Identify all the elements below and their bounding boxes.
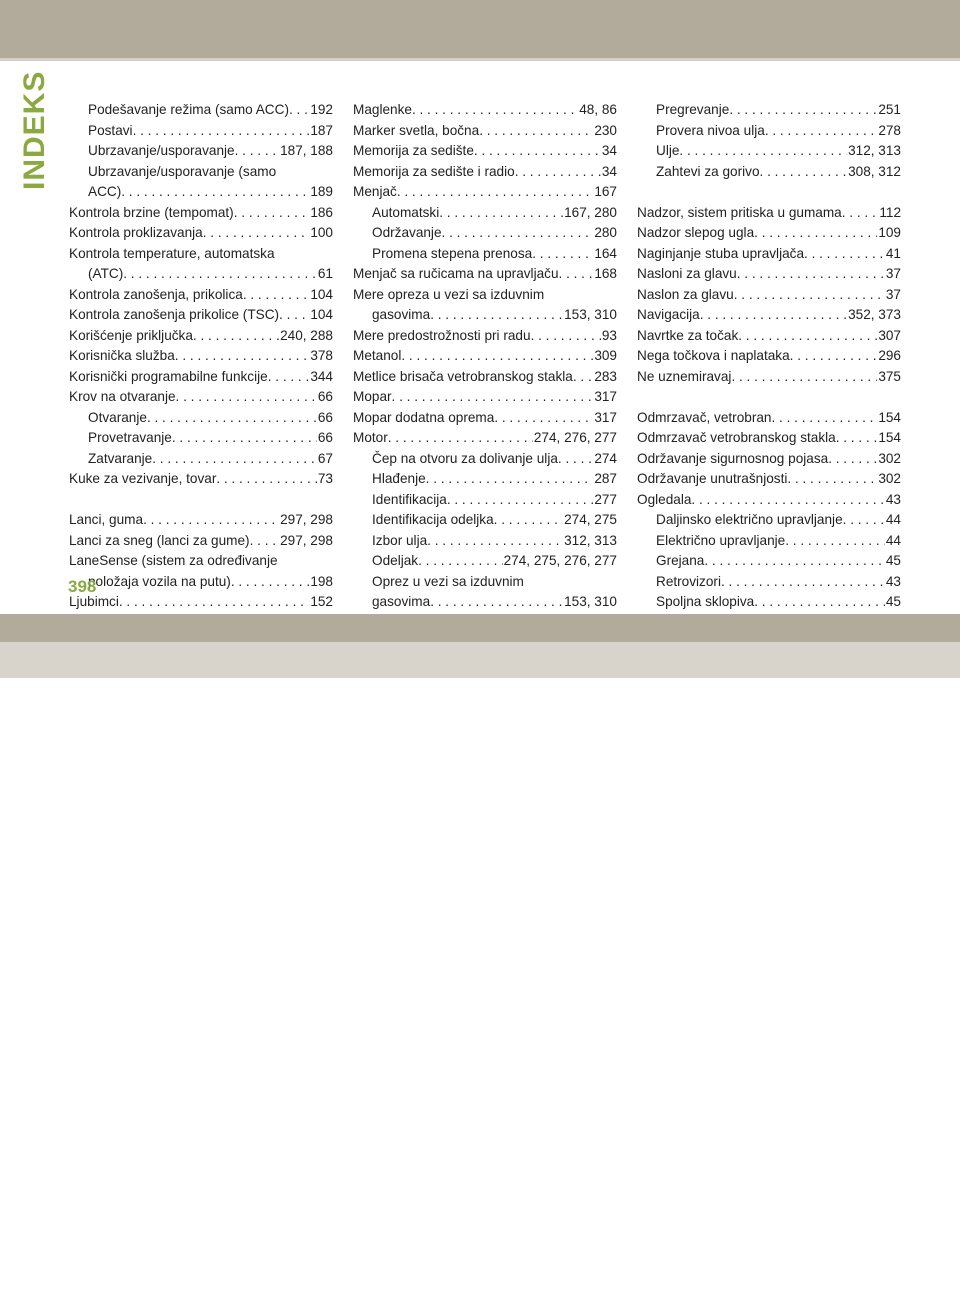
entry-pages: 187 [310, 122, 333, 138]
entry-term: Navrtke za točak [637, 327, 739, 343]
dot-leader [836, 428, 878, 449]
dot-leader [494, 408, 593, 429]
entry-pages: 198 [310, 573, 333, 589]
index-entry [637, 346, 901, 367]
entry-pages: 274, 275 [564, 512, 617, 527]
page-number: 398 [68, 577, 97, 596]
entry-pages: 296 [878, 348, 901, 363]
index-entry [69, 100, 333, 121]
dot-leader [721, 572, 885, 593]
dot-leader [559, 264, 594, 285]
index-entry [353, 121, 617, 142]
entry-pages: 240, 288 [280, 327, 333, 343]
index-entry [637, 285, 901, 306]
dot-leader [573, 367, 593, 388]
index-entry [353, 531, 617, 552]
dot-leader [765, 121, 878, 142]
index-entry [637, 490, 901, 511]
entry-term: Održavanje [372, 225, 442, 240]
entry-term: Naslon za glavu [637, 286, 734, 302]
index-entry [69, 182, 333, 203]
entry-pages: 230 [594, 122, 617, 138]
entry-pages: 302 [878, 471, 901, 486]
entry-pages: 44 [885, 532, 901, 548]
entry-term: Identifikacija odeljka [372, 512, 494, 527]
entry-pages: 307 [878, 327, 901, 343]
dot-leader [515, 162, 601, 183]
entry-pages: 189 [310, 184, 333, 199]
entry-pages: 45 [885, 594, 901, 609]
dot-leader [442, 223, 594, 244]
entry-pages: 302 [878, 450, 901, 466]
entry-pages: 37 [885, 286, 901, 302]
entry-term: Memorija za sedište i radio [353, 163, 515, 179]
entry-term: Korisnička služba [69, 348, 175, 363]
index-entry [69, 510, 333, 531]
entry-pages: 274 [594, 450, 617, 466]
dot-leader [250, 531, 279, 552]
index-entry [637, 121, 901, 142]
entry-term: Metlice brisača vetrobranskog stakla [353, 368, 573, 384]
index-entry [353, 244, 617, 265]
index-entry [69, 223, 333, 244]
index-entry [69, 408, 333, 429]
index-entry [69, 326, 333, 347]
dot-leader [175, 346, 310, 367]
entry-pages: 67 [317, 450, 333, 466]
entry-term: Memorija za sedište [353, 143, 474, 158]
dot-leader [193, 326, 279, 347]
index-entry [353, 449, 617, 470]
index-entry [69, 346, 333, 367]
entry-pages: 34 [601, 143, 617, 158]
dot-leader [700, 305, 847, 326]
index-entry [353, 408, 617, 429]
dot-leader [691, 490, 884, 511]
watermark: carmanualsonline.info [731, 1288, 946, 1313]
dot-leader [426, 469, 594, 490]
entry-term: Mopar [353, 389, 392, 404]
entry-pages: 48, 86 [579, 102, 617, 117]
dot-leader [279, 305, 309, 326]
entry-pages: 152 [310, 594, 333, 609]
entry-term: Daljinsko električno upravljanje [656, 512, 843, 527]
index-entry [353, 264, 617, 285]
index-entry [69, 162, 333, 183]
index-entry [69, 203, 333, 224]
index-entry [353, 203, 617, 224]
index-entry [353, 305, 617, 326]
dot-leader [216, 469, 317, 490]
entry-pages: 66 [317, 409, 333, 425]
dot-leader [494, 510, 563, 531]
entry-pages: 41 [885, 245, 901, 261]
entry-term: Oprez u vezi sa izduvnim [372, 573, 524, 589]
dot-leader [268, 367, 310, 388]
dot-leader [412, 100, 578, 121]
entry-term: Kuke za vezivanje, tovar [69, 471, 217, 486]
entry-pages: 308, 312 [848, 163, 901, 179]
dot-leader [430, 305, 563, 326]
index-entry [69, 141, 333, 162]
entry-term: Električno upravljanje [656, 532, 786, 548]
entry-term: Automatski [372, 204, 440, 220]
entry-term: Zatvaranje [88, 450, 153, 466]
entry-pages: 61 [317, 266, 333, 281]
entry-term: Otvaranje [88, 409, 147, 425]
index-entry [637, 408, 901, 429]
entry-pages: 297, 298 [280, 532, 333, 548]
index-entry [637, 141, 901, 162]
entry-pages: 278 [878, 122, 901, 138]
entry-term: Nasloni za glavu [637, 266, 737, 281]
index-entry [353, 428, 617, 449]
index-entry [637, 572, 901, 593]
entry-term: Odmrzavač, vetrobran [637, 409, 772, 425]
dot-leader [388, 428, 533, 449]
index-entry [69, 469, 333, 490]
entry-term: Motor [353, 430, 388, 445]
entry-term: Lanci, guma [69, 512, 144, 527]
index-entry [353, 551, 617, 572]
dot-leader [243, 285, 310, 306]
entry-term: položaja vozila na putu) [88, 573, 231, 589]
index-entry [637, 223, 901, 244]
entry-term: Promena stepena prenosa [372, 245, 533, 261]
dot-leader [447, 490, 594, 511]
index-entry [637, 305, 901, 326]
dot-leader [734, 285, 885, 306]
footer-band [0, 614, 960, 642]
entry-pages: 154 [878, 430, 901, 445]
dot-leader [439, 203, 563, 224]
entry-pages: 93 [601, 327, 617, 343]
dot-leader [152, 449, 317, 470]
index-entry [353, 572, 617, 593]
entry-term: gasovima [372, 594, 431, 609]
dot-leader [401, 346, 593, 367]
dot-leader [147, 408, 317, 429]
index-entry [69, 551, 333, 572]
entry-term: Podešavanje režima (samo ACC) [88, 102, 289, 117]
entry-term: Ogledala [637, 491, 692, 507]
entry-term: Korišćenje priključka [69, 327, 193, 343]
entry-pages: 274, 275, 276, 277 [503, 553, 617, 568]
index-entry [353, 162, 617, 183]
dot-leader [427, 531, 563, 552]
entry-pages: 317 [594, 409, 617, 425]
index-entry [353, 285, 617, 306]
dot-leader [754, 592, 885, 613]
entry-pages: 153, 310 [564, 307, 617, 322]
entry-pages: 167 [594, 184, 617, 199]
entry-pages: 277 [594, 491, 617, 507]
entry-term: gasovima [372, 307, 431, 322]
index-entry [637, 469, 901, 490]
entry-term: Nega točkova i naplataka [637, 348, 790, 363]
index-entry [353, 346, 617, 367]
index-entry [353, 469, 617, 490]
entry-term: LaneSense (sistem za određivanje [69, 553, 278, 568]
entry-term: Ubrzavanje/usporavanje [88, 143, 235, 158]
entry-term: Mere opreza u vezi sa izduvnim [353, 286, 545, 302]
dot-leader [737, 264, 885, 285]
dot-leader [842, 203, 879, 224]
entry-term: Krov na otvaranje [69, 389, 176, 404]
dot-leader [392, 387, 594, 408]
header-band-accent [0, 58, 960, 61]
entry-term: Retrovizori [656, 573, 721, 589]
entry-pages: 312, 313 [848, 143, 901, 158]
entry-pages: 309 [594, 348, 617, 363]
dot-leader [531, 326, 601, 347]
entry-gap [637, 182, 901, 203]
entry-pages: 66 [317, 430, 333, 445]
index-column-2 [353, 100, 617, 654]
dot-leader [558, 449, 593, 470]
index-entry [69, 531, 333, 552]
index-entry [637, 531, 901, 552]
entry-term: Održavanje sigurnosnog pojasa [637, 450, 829, 466]
header-band [0, 0, 960, 58]
entry-term: Navigacija [637, 307, 700, 322]
dot-leader [679, 141, 847, 162]
entry-pages: 352, 373 [848, 307, 901, 322]
entry-pages: 45 [885, 553, 901, 568]
entry-pages: 375 [878, 368, 901, 384]
entry-term: Lanci za sneg (lanci za gume) [69, 532, 250, 548]
dot-leader [289, 100, 309, 121]
index-entry [69, 572, 333, 593]
dot-leader [231, 572, 309, 593]
entry-term: Menjač sa ručicama na upravljaču [353, 266, 559, 281]
entry-term: Mere predostrožnosti pri radu [353, 327, 531, 343]
entry-gap [637, 387, 901, 408]
entry-term: Marker svetla, bočna [353, 122, 480, 138]
entry-pages: 167, 280 [564, 204, 617, 220]
index-column-1 [69, 100, 333, 633]
entry-term: Provetravanje [88, 430, 172, 445]
entry-term: Naginjanje stuba upravljača [637, 245, 805, 261]
dot-leader [787, 469, 877, 490]
entry-pages: 100 [310, 225, 333, 240]
index-entry [637, 428, 901, 449]
dot-leader [771, 408, 877, 429]
index-entry [69, 449, 333, 470]
entry-term: Postavi [88, 122, 133, 138]
entry-pages: 104 [310, 307, 333, 322]
index-entry [353, 141, 617, 162]
entry-term: Ne uznemiravaj [637, 368, 732, 384]
dot-leader [785, 531, 885, 552]
entry-term: (ATC) [88, 266, 124, 281]
entry-term: Hlađenje [372, 471, 426, 486]
entry-term: Nadzor, sistem pritiska u gumama [637, 204, 842, 220]
entry-pages: 274, 276, 277 [533, 430, 617, 445]
dot-leader [704, 551, 885, 572]
dot-leader [119, 592, 309, 613]
entry-term: Menjač [353, 184, 397, 199]
dot-leader [143, 510, 279, 531]
dot-leader [133, 121, 310, 142]
entry-pages: 312, 313 [564, 532, 617, 548]
dot-leader [430, 592, 563, 613]
entry-pages: 317 [594, 389, 617, 404]
dot-leader [172, 428, 317, 449]
dot-leader [234, 203, 310, 224]
entry-term: Odeljak [372, 553, 419, 568]
entry-term: Maglenke [353, 102, 412, 117]
index-entry [637, 510, 901, 531]
dot-leader [738, 326, 877, 347]
index-entry [637, 244, 901, 265]
entry-term: Kontrola temperature, automatska [69, 245, 275, 261]
entry-pages: 168 [594, 266, 617, 281]
entry-term: Pregrevanje [656, 102, 730, 117]
entry-pages: 154 [878, 409, 901, 425]
entry-pages: 251 [878, 102, 901, 117]
entry-term: Odmrzavač vetrobranskog stakla [637, 430, 836, 445]
dot-leader [754, 223, 877, 244]
entry-term: Metanol [353, 348, 402, 363]
index-entry [69, 367, 333, 388]
entry-term: ACC) [88, 184, 122, 199]
entry-pages: 164 [594, 245, 617, 261]
entry-term: Kontrola zanošenja prikolice (TSC) [69, 307, 280, 322]
index-entry [637, 100, 901, 121]
entry-term: Korisnički programabilne funkcije [69, 368, 268, 384]
entry-pages: 112 [879, 204, 901, 220]
index-entry [353, 326, 617, 347]
index-entry [637, 264, 901, 285]
dot-leader [729, 100, 877, 121]
entry-term: Identifikacija [372, 491, 447, 507]
entry-pages: 37 [885, 266, 901, 281]
entry-term: Ljubimci [69, 594, 119, 609]
entry-term: Grejana [656, 553, 705, 568]
index-column-3 [637, 100, 901, 654]
entry-pages: 43 [885, 491, 901, 507]
entry-pages: 44 [885, 512, 901, 527]
index-entry [353, 490, 617, 511]
index-entry [69, 285, 333, 306]
entry-pages: 297, 298 [280, 512, 333, 527]
entry-pages: 66 [317, 389, 333, 404]
entry-pages: 186 [310, 204, 333, 220]
footer-strip [0, 642, 960, 1313]
entry-term: Održavanje unutrašnjosti [637, 471, 788, 486]
entry-term: Kontrola zanošenja, prikolica [69, 286, 243, 302]
entry-term: Kontrola brzine (tempomat) [69, 204, 234, 220]
entry-pages: 344 [310, 368, 333, 384]
index-entry [637, 551, 901, 572]
entry-pages: 287 [594, 471, 617, 486]
index-entry [353, 387, 617, 408]
index-entry [353, 592, 617, 613]
index-entry [637, 326, 901, 347]
index-entry [637, 592, 901, 613]
entry-term: Spoljna sklopiva [656, 594, 755, 609]
entry-pages: 192 [310, 102, 333, 117]
index-entry [637, 367, 901, 388]
index-entry [69, 428, 333, 449]
index-entry [353, 367, 617, 388]
entry-term: Kontrola proklizavanja [69, 225, 203, 240]
entry-pages: 378 [310, 348, 333, 363]
index-entry [637, 449, 901, 470]
entry-gap [69, 490, 333, 511]
entry-pages: 73 [317, 471, 333, 486]
entry-pages: 43 [885, 573, 901, 589]
entry-term: Provera nivoa ulja [656, 122, 765, 138]
dot-leader [397, 182, 593, 203]
index-entry [353, 182, 617, 203]
index-entry [637, 162, 901, 183]
entry-pages: 280 [594, 225, 617, 240]
entry-pages: 187, 188 [280, 143, 333, 158]
entry-pages: 153, 310 [564, 594, 617, 609]
index-entry [69, 387, 333, 408]
dot-leader [731, 367, 877, 388]
index-entry [69, 592, 333, 613]
dot-leader [828, 449, 877, 470]
entry-pages: 104 [310, 286, 333, 302]
entry-pages: 34 [601, 163, 617, 179]
entry-term: Izbor ulja [372, 532, 428, 548]
entry-term: Ubrzavanje/usporavanje (samo [88, 163, 277, 179]
index-entry [69, 244, 333, 265]
dot-leader [176, 387, 317, 408]
dot-leader [479, 121, 593, 142]
dot-leader [418, 551, 503, 572]
dot-leader [235, 141, 279, 162]
entry-pages: 109 [878, 225, 901, 240]
dot-leader [121, 182, 309, 203]
entry-term: Nadzor slepog ugla [637, 225, 755, 240]
dot-leader [203, 223, 310, 244]
entry-pages: 283 [594, 368, 617, 384]
dot-leader [804, 244, 885, 265]
entry-term: Čep na otvoru za dolivanje ulja [372, 450, 558, 466]
dot-leader [790, 346, 878, 367]
index-entry [69, 264, 333, 285]
dot-leader [843, 510, 885, 531]
dot-leader [474, 141, 601, 162]
index-entry [69, 305, 333, 326]
index-entry [69, 121, 333, 142]
dot-leader [760, 162, 848, 183]
index-entry [637, 203, 901, 224]
dot-leader [123, 264, 317, 285]
index-entry [353, 510, 617, 531]
index-entry [353, 223, 617, 244]
index-entry [353, 100, 617, 121]
dot-leader [532, 244, 593, 265]
entry-term: Zahtevi za gorivo [656, 163, 760, 179]
entry-term: Mopar dodatna oprema [353, 409, 495, 425]
entry-term: Ulje [656, 143, 680, 158]
